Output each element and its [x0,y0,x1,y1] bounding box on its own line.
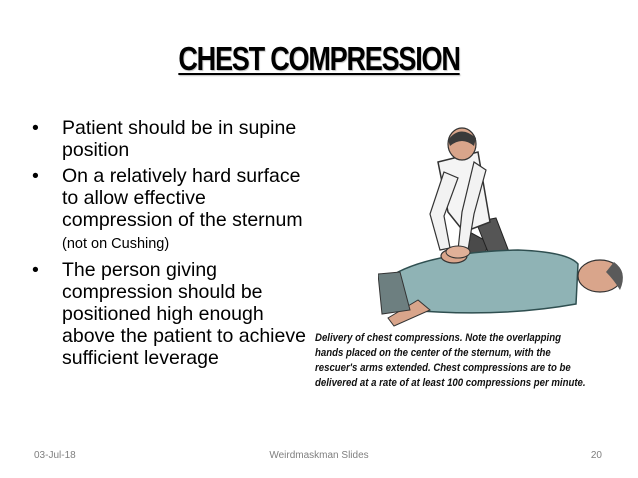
footer-date: 03-Jul-18 [34,450,76,461]
bullet-icon: • [32,259,39,281]
slide-title: CHEST COMPRESSION [178,40,460,77]
bullet-text: Patient should be in supine position [62,117,297,161]
footer-page-number: 20 [590,450,602,461]
cpr-illustration [378,122,628,337]
bullet-list [30,117,320,373]
bullet-item [30,259,320,369]
figure-caption: Delivery of chest compressions. Note the overlapping hands placed on the center of the sternum, with the rescuer's arms extended. Chest compressions are to be delivered at a rate of at least 100 compressions per minute. [315,332,586,389]
footer-center-text: Weirdmaskman Slides [269,450,369,461]
bullet-item [30,117,320,161]
bullet-text: The person giving compression should be positioned high enough above the patient to achieve sufficient leverage [62,259,306,369]
bullet-icon: • [32,165,39,187]
bullet-aside-text: (not on Cushing) [62,236,170,252]
bullet-text: On a relatively hard surface to allow effective compression of the sternum [62,165,303,231]
bullet-icon: • [32,117,39,139]
bullet-item [30,165,320,255]
